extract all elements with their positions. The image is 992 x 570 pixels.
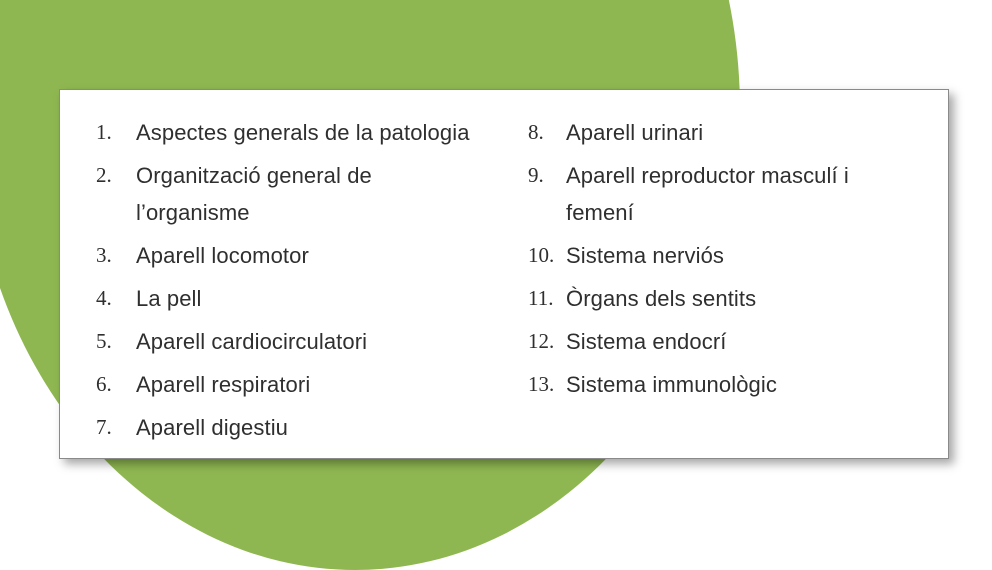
list-item-label: Aparell locomotor: [136, 243, 309, 268]
list-item: [528, 323, 928, 360]
list-item-label: Aparell urinari: [566, 120, 704, 145]
list-item-number: 9.: [528, 163, 544, 187]
list-item-label: Sistema immunològic: [566, 372, 777, 397]
list-item: [528, 280, 928, 317]
list-item-label: Sistema nerviós: [566, 243, 725, 268]
list-item: [96, 114, 526, 151]
table-of-contents-card: [59, 89, 949, 459]
right-column-list: [528, 114, 928, 409]
list-item-label: Aparell reproductor masculí i femení: [566, 163, 849, 225]
list-item: [96, 323, 526, 360]
list-item: [528, 114, 928, 151]
list-item-label: Aparell respiratori: [136, 372, 311, 397]
list-item-label: La pell: [136, 286, 202, 311]
list-item: [96, 366, 526, 403]
list-item: [96, 237, 526, 274]
list-item-number: 10.: [528, 243, 555, 267]
list-item-label: Aparell digestiu: [136, 415, 289, 440]
list-item-label: Aparell cardiocirculatori: [136, 329, 368, 354]
list-item-number: 8.: [528, 120, 544, 144]
list-item-number: 12.: [528, 329, 555, 353]
list-item: [528, 157, 928, 231]
list-item-number: 1.: [96, 120, 112, 144]
list-item: [96, 409, 526, 446]
list-item-number: 7.: [96, 415, 112, 439]
list-item-number: 3.: [96, 243, 112, 267]
list-item-label: Organització general de l’organisme: [136, 163, 372, 225]
list-item: [528, 237, 928, 274]
list-item-label: Aspectes generals de la patologia: [136, 120, 470, 145]
list-item: [96, 280, 526, 317]
left-column-list: [96, 114, 526, 452]
list-item-label: Òrgans dels sentits: [566, 286, 757, 311]
list-item-label: Sistema endocrí: [566, 329, 727, 354]
list-item-number: 13.: [528, 372, 555, 396]
list-item: [96, 157, 526, 231]
list-item: [528, 366, 928, 403]
list-item-number: 4.: [96, 286, 112, 310]
list-item-number: 6.: [96, 372, 112, 396]
list-item-number: 5.: [96, 329, 112, 353]
list-item-number: 11.: [528, 286, 554, 310]
list-item-number: 2.: [96, 163, 112, 187]
